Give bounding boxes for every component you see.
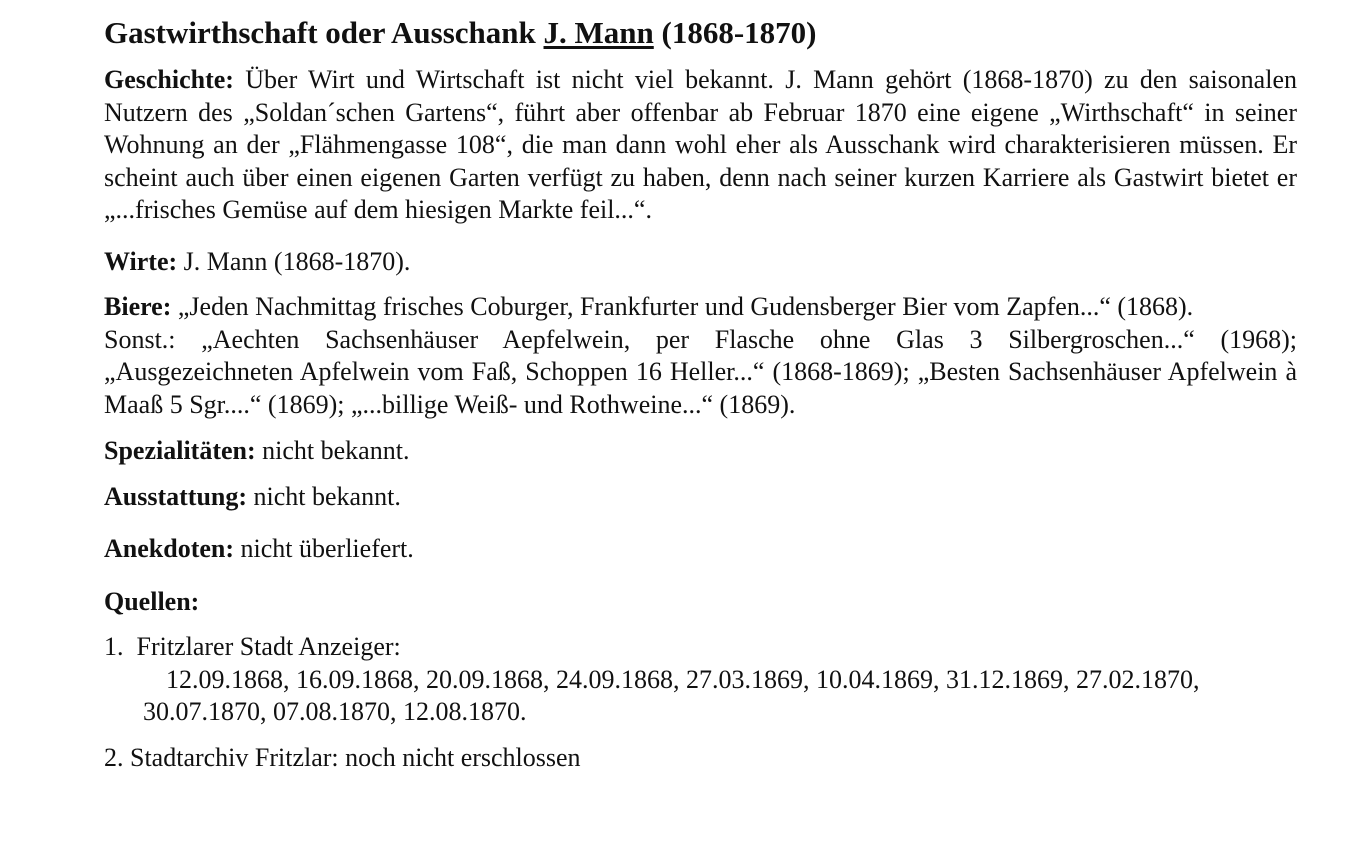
- anekdoten-text: nicht überliefert.: [234, 534, 414, 563]
- title-name: J. Mann: [543, 15, 654, 50]
- spezialitaeten-label: Spezialitäten:: [104, 436, 256, 465]
- section-wirte: [104, 246, 1297, 279]
- ausstattung-label: Ausstattung:: [104, 482, 248, 511]
- spezialitaeten-text: nicht bekannt.: [255, 436, 410, 465]
- section-spezialitaeten: [104, 435, 1297, 468]
- biere-text: „Jeden Nachmittag frisches Coburger, Frankfurter und Gudensberger Bier vom Zapfen...“ (1868).: [171, 292, 1194, 321]
- biere-line: [104, 291, 1297, 324]
- page-title: [104, 14, 1297, 52]
- wirte-text: J. Mann (1868-1870).: [177, 247, 411, 276]
- source-1-dates-continued: 30.07.1870, 07.08.1870, 12.08.1870.: [143, 697, 527, 726]
- section-ausstattung: [104, 481, 1297, 514]
- ausstattung-text: nicht bekannt.: [247, 482, 401, 511]
- quellen-label: Quellen:: [104, 587, 200, 616]
- source-1-dates: 12.09.1868, 16.09.1868, 20.09.1868, 24.09.1868, 27.03.1869, 10.04.1869, 31.12.1869, 27.02.1870,: [166, 664, 1200, 694]
- biere-sonst-text: Sonst.: „Aechten Sachsenhäuser Aepfelwein, per Flasche ohne Glas 3 Silbergroschen...“ (1968); „Ausgezeichneten Apfelwein vom Faß, Schoppen 16 Heller...“ (1868-1869); „Besten Sachsenhäuser Apfelwein à Maaß 5 Sgr....“ (1869); „...billige Weiß- und Rothweine...“ (1869).: [104, 324, 1297, 419]
- title-suffix: (1868-1870): [653, 15, 817, 50]
- source-item: [104, 631, 1297, 729]
- anekdoten-label: Anekdoten:: [104, 534, 235, 563]
- geschichte-label: Geschichte:: [104, 65, 234, 94]
- section-anekdoten: [104, 533, 1297, 566]
- wirte-label: Wirte:: [104, 247, 178, 276]
- source-item: 2. Stadtarchiv Fritzlar: noch nicht erschlossen: [104, 743, 581, 772]
- section-geschichte: [104, 64, 1297, 227]
- geschichte-text: Über Wirt und Wirtschaft ist nicht viel bekannt. J. Mann gehört (1868-1870) zu den saisonalen Nutzern des „Soldan´schen Gartens“, führt aber offenbar ab Februar 1870 eine eigene „Wirthschaft“ in seiner Wohnung an der „Flähmengasse 108“, die man dann wohl eher als Ausschank wird charakterisieren müssen. Er scheint auch über einen eigenen Garten verfügt zu haben, denn nach seiner kurzen Karriere als Gastwirt bietet er „...frisches Gemüse auf dem hiesigen Markte feil...“.: [104, 65, 1297, 224]
- section-biere: [104, 291, 1297, 421]
- source-1-title: 1. Fritzlarer Stadt Anzeiger:: [104, 632, 401, 661]
- title-prefix: Gastwirthschaft oder Ausschank: [104, 15, 544, 50]
- biere-label: Biere:: [104, 292, 172, 321]
